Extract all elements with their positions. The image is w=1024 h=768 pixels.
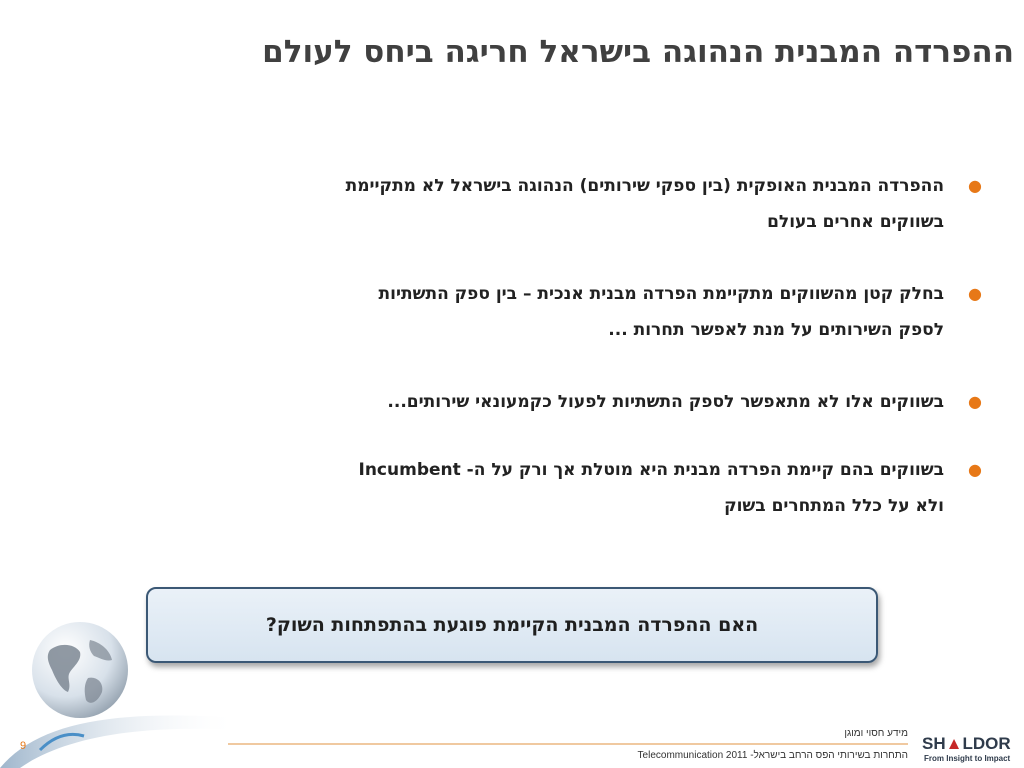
- bullet-text-line: בחלק קטן מהשווקים מתקיימת הפרדה מבנית אנכית – בין ספק התשתיות: [378, 284, 944, 304]
- footer-subtitle: התחרות בשירותי הפס הרחב בישראל- Telecommunication 2011: [637, 750, 908, 761]
- footer-confidential: מידע חסוי ומוגן: [844, 728, 908, 739]
- bullet-text-line: בשווקים אחרים בעולם: [767, 212, 944, 232]
- question-box: [146, 587, 878, 663]
- bullet-text-line: לספק השירותים על מנת לאפשר תחרות ...: [608, 320, 944, 340]
- question-text: האם ההפרדה המבנית הקיימת פוגעת בהתפתחות השוק?: [265, 614, 759, 636]
- bullet-item: [154, 452, 982, 524]
- bullet-text-line: בשווקים בהם קיימת הפרדה מבנית היא מוטלת אך ורק על ה- Incumbent: [358, 460, 944, 480]
- page-number: 9: [20, 740, 27, 752]
- logo-tagline: From Insight to Impact: [924, 754, 1011, 763]
- bullet-text-line: ההפרדה המבנית האופקית (בין ספקי שירותים) הנהוגה בישראל לא מתקיימת: [345, 176, 944, 196]
- bullet-item: [154, 168, 982, 240]
- bullet-icon: ●: [968, 460, 982, 479]
- bullet-item: [154, 276, 982, 348]
- bullet-icon: ●: [968, 392, 982, 411]
- footer-divider: [228, 743, 908, 745]
- bullet-icon: ●: [968, 284, 982, 303]
- globe-icon: [30, 620, 130, 720]
- bullet-item: [154, 384, 982, 420]
- bullet-text-line: ולא על כלל המתחרים בשוק: [724, 496, 944, 516]
- slide-title: ההפרדה המבנית הנהוגה בישראל חריגה ביחס לעולם: [262, 34, 1014, 70]
- bullet-text-line: בשווקים אלו לא מתאפשר לספק התשתיות לפעול כקמעונאי שירותים...: [387, 392, 944, 412]
- bullet-icon: ●: [968, 176, 982, 195]
- bullet-list: [154, 168, 982, 560]
- logo-wordmark: SH▲LDOR: [922, 734, 1011, 753]
- shaldor-logo: [922, 734, 1016, 766]
